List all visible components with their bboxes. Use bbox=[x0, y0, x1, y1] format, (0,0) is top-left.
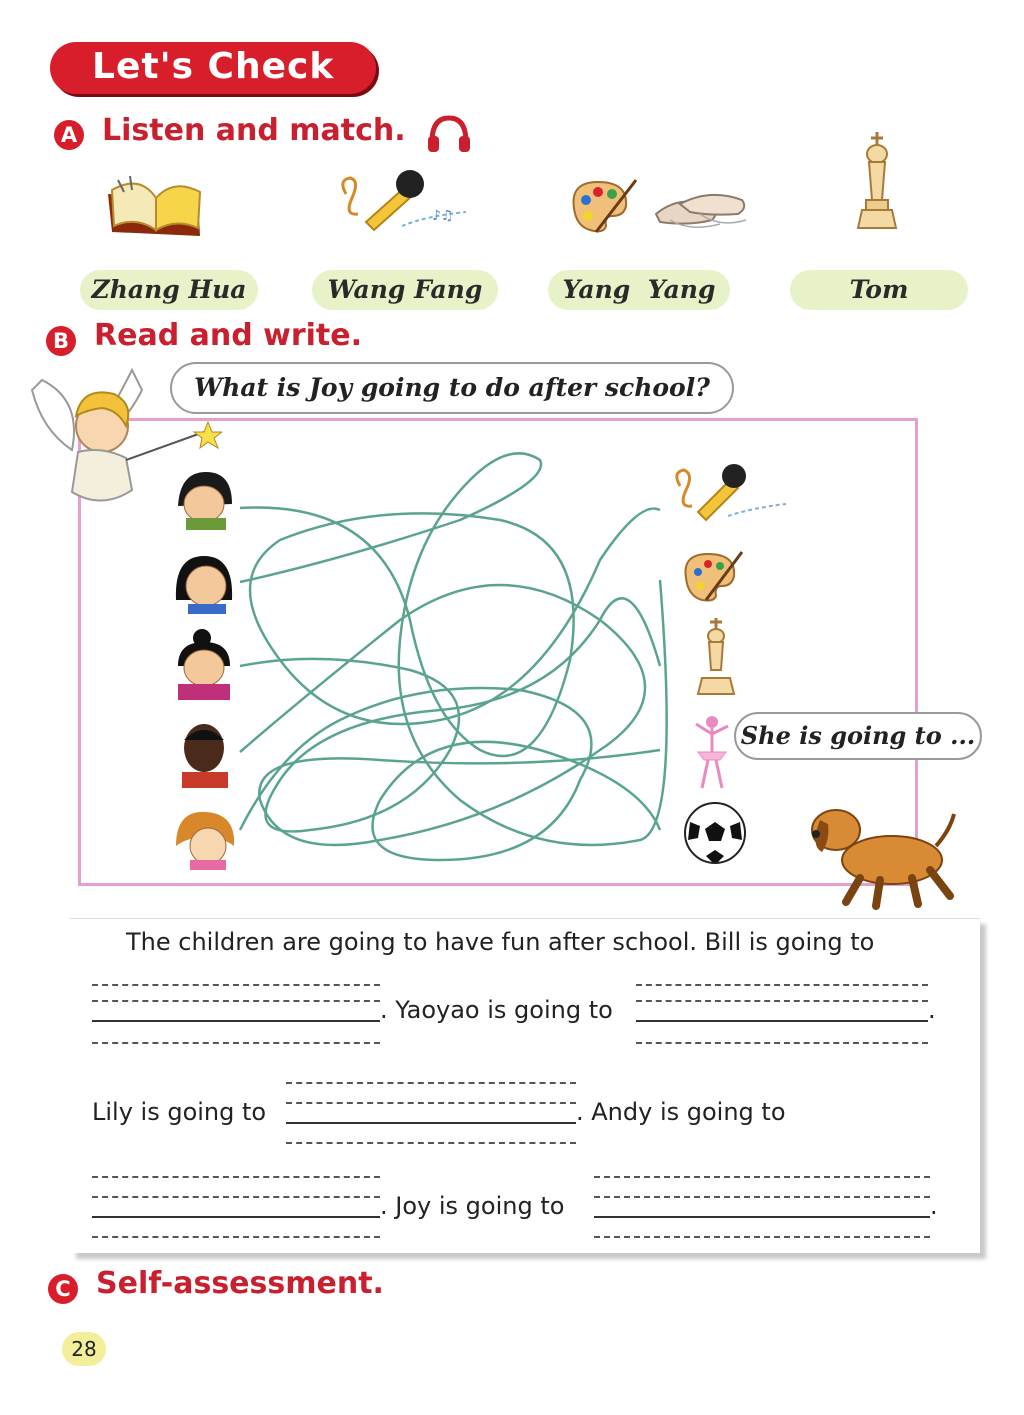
writing-line bbox=[92, 1176, 380, 1179]
svg-text:♪♫: ♪♫ bbox=[432, 208, 454, 224]
passage-line-1: The children are going to have fun after school. Bill is going to bbox=[126, 928, 875, 956]
writing-line bbox=[636, 1000, 928, 1003]
passage-yaoyao: . Yaoyao is going to bbox=[380, 996, 613, 1024]
writing-line bbox=[286, 1102, 576, 1105]
writing-line bbox=[286, 1082, 576, 1085]
writing-line bbox=[92, 1196, 380, 1199]
name-zhang-hua: Zhang Hua bbox=[80, 270, 258, 310]
child-lily-avatar bbox=[168, 626, 240, 702]
writing-line bbox=[636, 984, 928, 987]
ballet-shoes-icon bbox=[650, 184, 750, 234]
writing-line bbox=[92, 1000, 380, 1003]
dog-illustration bbox=[800, 790, 960, 910]
writing-line bbox=[594, 1176, 930, 1179]
writing-line bbox=[594, 1196, 930, 1199]
section-b-title: Read and write. bbox=[94, 318, 363, 353]
chess-king-icon bbox=[854, 130, 900, 234]
writing-line bbox=[92, 984, 380, 987]
writing-line bbox=[92, 1020, 380, 1023]
passage-joy: . Joy is going to bbox=[380, 1192, 565, 1220]
writing-line bbox=[92, 1216, 380, 1219]
section-a-badge: A bbox=[54, 120, 84, 150]
passage-andy: . Andy is going to bbox=[576, 1098, 786, 1126]
page-title: Let's Check bbox=[92, 46, 335, 87]
section-a-title: Listen and match. bbox=[102, 113, 406, 148]
writing-line bbox=[286, 1122, 576, 1125]
writing-line bbox=[636, 1042, 928, 1045]
writing-line bbox=[594, 1236, 930, 1239]
writing-line bbox=[636, 1020, 928, 1023]
football-icon bbox=[682, 802, 748, 864]
headphones-icon bbox=[426, 112, 472, 154]
passage-lily: Lily is going to bbox=[92, 1098, 267, 1126]
child-bill-avatar bbox=[170, 466, 240, 530]
answer-bubble: She is going to ... bbox=[734, 712, 982, 760]
section-c-title: Self-assessment. bbox=[96, 1266, 384, 1301]
name-yang-yang: Yang Yang bbox=[548, 270, 730, 310]
question-bubble: What is Joy going to do after school? bbox=[170, 362, 734, 414]
writing-line bbox=[92, 1042, 380, 1045]
painting-palette-icon bbox=[680, 546, 746, 602]
singing-microphone-icon bbox=[672, 460, 792, 526]
section-c-badge: C bbox=[48, 1274, 78, 1304]
passage-period-2: . bbox=[930, 1192, 938, 1220]
child-yaoyao-avatar bbox=[170, 550, 240, 614]
page-number: 28 bbox=[62, 1332, 106, 1366]
writing-line bbox=[286, 1142, 576, 1145]
child-joy-avatar bbox=[170, 806, 240, 870]
name-tom: Tom bbox=[790, 270, 968, 310]
book-icon bbox=[100, 170, 210, 244]
passage-period-1: . bbox=[928, 996, 936, 1024]
ballet-dancer-icon bbox=[692, 714, 732, 792]
microphone-icon bbox=[336, 164, 476, 244]
name-wang-fang: Wang Fang bbox=[312, 270, 498, 310]
section-b-badge: B bbox=[46, 326, 76, 356]
palette-icon bbox=[566, 172, 642, 236]
chess-piece-icon bbox=[696, 616, 736, 696]
writing-line bbox=[92, 1236, 380, 1239]
child-andy-avatar bbox=[172, 718, 240, 788]
writing-line bbox=[594, 1216, 930, 1219]
